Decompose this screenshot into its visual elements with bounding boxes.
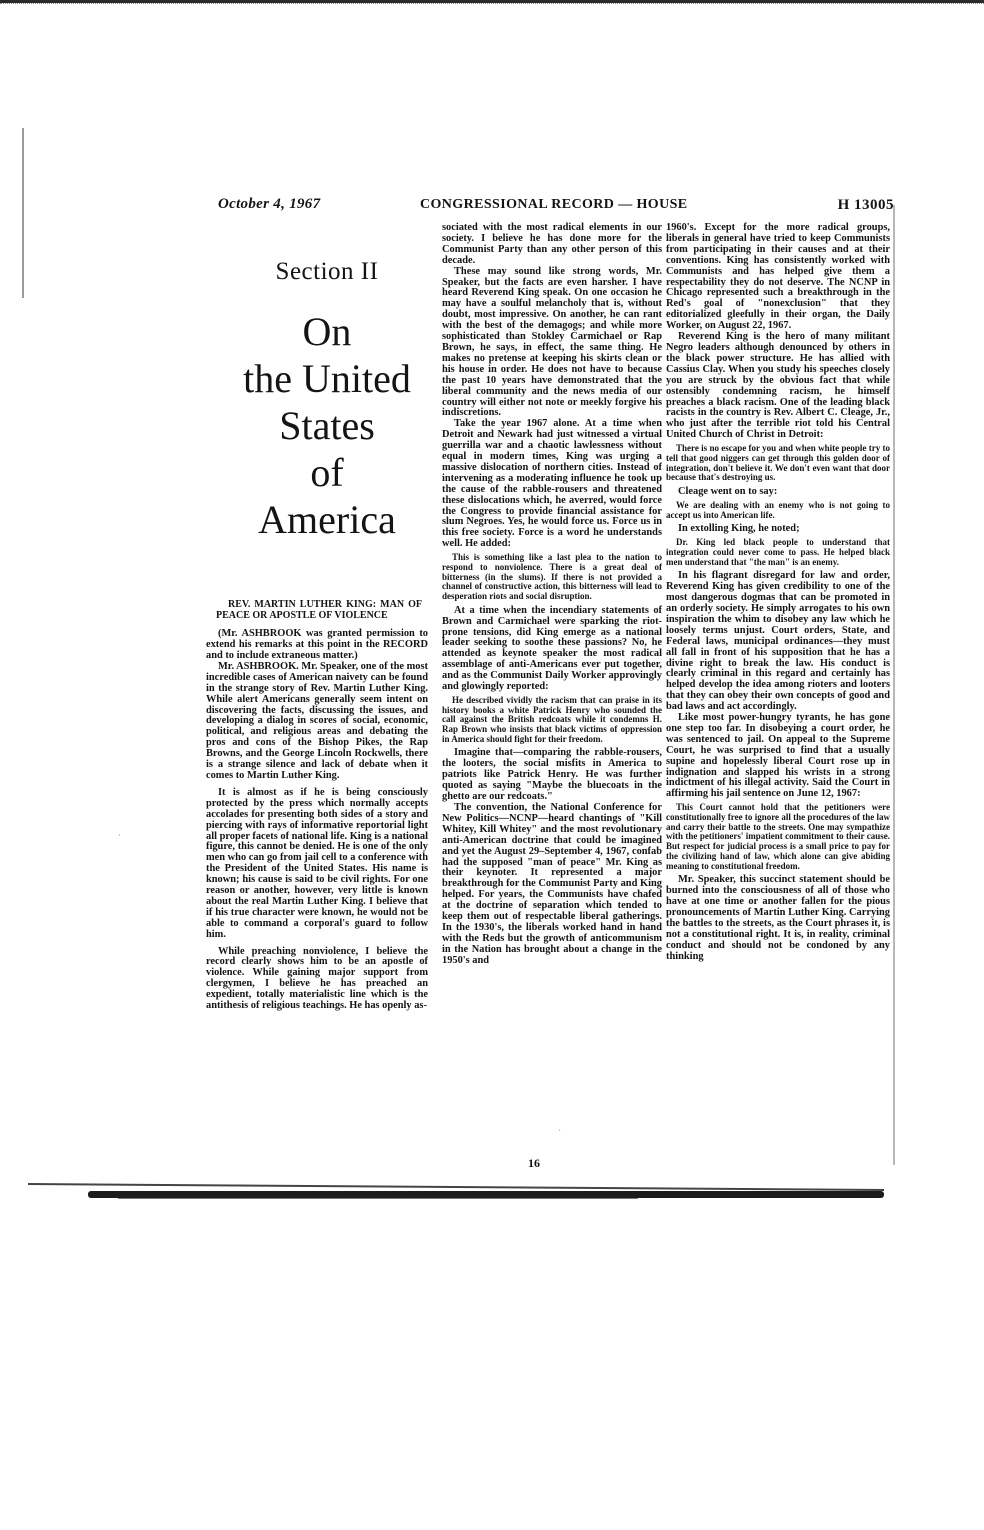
body-paragraph: In his flagrant disregard for law and order, Reverend King has given credibility to one of the most dangerous dogmas that can be promoted in an orderly society. He simply arrogates to his own inspiration the whim to disobey any law which he loosely terms unjust. Court orders, State, and Federal laws, municipal ordinances—they must all fall in front of his supposition that he has a divine right to break the law. His conduct is clearly criminal in this regard and certainly has helped develop the idea among rioters and looters that they can obey their own concepts of good and bad laws and act accordingly. bbox=[666, 570, 890, 713]
block-quote: This is something like a last plea to the nation to respond to nonviolence. There is a great deal of bitterness (in the slums). If there is not provided a channel of constructive action, this bitterness will lead to desperation riots and social disruption. bbox=[442, 552, 662, 601]
block-quote: There is no escape for you and when white people try to tell that good niggers can get through this golden door of integration, don't believe it. We don't even want that door because that's destroying us. bbox=[666, 443, 890, 483]
body-paragraph: The convention, the National Conference for New Politics—NCNP—heard chantings of "Kill Whitey, Kill Whitey" and the most revolutionary anti-American doctrine that could be imagined and yet the August 29–September 4, 1967, confab had the supposed "man of peace" Mr. King as their keynoter. It represented a major breakthrough for the Communist Party and King helped. For years, the Communists have chafed at the doctrine of separation which tended to keep them out of respectable liberal gatherings. In the 1930's, the liberals worked hand in hand with the Reds but the growth of anticommunism in the Nation has brought about a change in the 1950's and bbox=[442, 802, 662, 966]
block-quote: This Court cannot hold that the petitioners were constitutionally free to ignore all the procedures of the law and carry their battle to the streets. One may sympathize with the petitioners' impatient commitment to their cause. But respect for judicial process is a small price to pay for the civilizing hand of law, which alone can give abiding meaning to constitutional freedom. bbox=[666, 802, 890, 871]
section-title-line: States bbox=[279, 403, 375, 448]
section-title bbox=[212, 308, 442, 543]
body-paragraph: Imagine that—comparing the rabble-rousers, the looters, the social misfits in America to patriots like Patrick Henry. He was further quoted as saying "Maybe the bluecoats in the ghetto are our redcoats." bbox=[442, 747, 662, 803]
body-paragraph: While preaching nonviolence, I believe the record clearly shows him to be an apostle of violence. While gaining major support from clergymen, I believe he has preached an expedient, totally materialistic line which is the antithesis of religious teachings. He has openly as- bbox=[206, 945, 428, 1012]
section-title-line: America bbox=[258, 497, 396, 542]
scan-speck: ˋ bbox=[558, 1128, 561, 1138]
header-publication: CONGRESSIONAL RECORD — HOUSE bbox=[420, 197, 688, 212]
body-paragraph: Reverend King is the hero of many militant Negro leaders although denounced by others in the black power structure. He has allied with Cassius Clay. When you study his speeches closely you are struck by the obvious fact that while ostensibly condemning racism, he himself preaches a black racism. One of the leading black racists in the country is Rev. Albert C. Cleage, Jr., who just after the terrible riot told his Central United Church of Christ in Detroit: bbox=[666, 331, 890, 441]
section-label: Section II bbox=[275, 258, 379, 285]
page-header bbox=[218, 196, 898, 218]
body-paragraph: In extolling King, he noted; bbox=[678, 523, 800, 535]
section-title-line: of bbox=[310, 450, 344, 495]
header-page-code: H 13005 bbox=[837, 197, 894, 213]
body-paragraph: sociated with the most radical elements in our society. I believe he has done more for the Communist Party than any other person of this decade. bbox=[442, 222, 662, 266]
page-left-edge bbox=[22, 128, 24, 298]
body-paragraph: These may sound like strong words, Mr. Speaker, but the facts are even harsher. I have heard Reverend King speak. On one occasion he may have a soulful melancholy that is, without doubt, most impressive. On another, he can rant with the best of the demagogs; and while more sophisticated than Stokley Carmichael or Rap Brown, he says, in effect, the same thing. He makes no pretense at keeping his skirts clean or his house in order. He does not have to because the past 10 years have demonstrated that the liberal community and the news media of our country will either not note or meekly forgive his indiscretions. bbox=[442, 265, 662, 419]
block-quote: We are dealing with an enemy who is not going to accept us into American life. bbox=[666, 499, 890, 520]
section-title-line: the United bbox=[243, 356, 411, 401]
header-date: October 4, 1967 bbox=[218, 196, 321, 212]
body-paragraph: Mr. ASHBROOK. Mr. Speaker, one of the most incredible cases of American naivety can be found in the strange story of Rev. Martin Luther King. While alert Americans generally seem intent on discovering the facts, discussing the issues, and developing a dialog in scores of social, economic, political, and religious areas and debating the pros and cons of the Bishop Pikes, the Rap Browns, and the George Lincoln Rockwells, there is a strange silence and lack of debate when it comes to Martin Luther King. bbox=[206, 660, 428, 781]
section-title-line: On bbox=[302, 309, 352, 354]
text-column-1 bbox=[206, 600, 428, 1012]
page-number: 16 bbox=[528, 1156, 540, 1170]
text-column-2 bbox=[442, 223, 662, 967]
body-paragraph: At a time when the incendiary statements of Brown and Carmichael were sparking the riot-prone tensions, did King emerge as a national leader seeking to soothe these passions? No, he attended as keynote speaker the most radical assemblage of anti-Americans ever put together, and as the Communist Daily Worker approvingly and glowingly reported: bbox=[442, 604, 662, 693]
scan-border-dots bbox=[0, 3, 984, 5]
body-paragraph: Mr. Speaker, this succinct statement should be burned into the consciousness of all of those who have at one time or another fallen for the pious pronouncements of Martin Luther King. Carrying the battles to the streets, as the Court phrases it, is not a constitutional right. It is, in reality, criminal conduct and should not be condoned by any thinking bbox=[666, 874, 890, 962]
body-paragraph: Take the year 1967 alone. At a time when Detroit and Newark had just witnessed a virtual guerrilla war and a chaotic lawlessness without equal in modern times, King was urging a massive dislocation of northern cities. Instead of intervening as a moderating influence he took up the cause of the rabble-rousers and threatened these dislocations which, he averred, would force the Congress to provide financial assistance for slum Negroes. Yes, he would force us. Force us in this free society. Force is a word he understands well. He added: bbox=[442, 418, 662, 550]
page-right-edge bbox=[893, 205, 895, 1165]
scan-speck: · bbox=[118, 830, 121, 840]
block-quote: Dr. King led black people to understand that integration could never come to pass. He helped black men understand that "the man" is an enemy. bbox=[666, 537, 890, 567]
block-quote: He described vividly the racism that can praise in its history books a white Patrick Henry who sounded the call against the British redcoats while it condemns H. Rap Brown who insists that black victims of oppression in America should fight for their freedom. bbox=[442, 694, 662, 744]
article-intro: (Mr. ASHBROOK was granted permission to extend his remarks at this point in the RECORD and to include extraneous matter.) bbox=[206, 628, 428, 661]
body-paragraph: Cleage went on to say: bbox=[678, 485, 778, 497]
body-paragraph: It is almost as if he is being consciously protected by the press which normally accepts accolades for presenting both sides of a story and piercing with rays of informative reportorial light all proper facets of national life. King is a national figure, this cannot be denied. He is one of the only men who can go from jail cell to a conference with the President of the United States. His name is known; his cause is said to be civil rights. For one reason or another, however, very little is known about the real Martin Luther King. I believe that if his true character were known, he would not be able to command a corporal's guard to follow him. bbox=[206, 786, 428, 940]
text-column-3 bbox=[666, 223, 890, 962]
body-paragraph: 1960's. Except for the more radical groups, liberals in general have tried to keep Communists from participating in their causes and at their conventions. King has consistently worked with Communists and has helped give them a respectability they do not deserve. The NCNP in Chicago represented such a breakthrough in the Red's goal of "nonexclusion" that they editorialized gleefully in their organ, the Daily Worker, on August 22, 1967. bbox=[666, 222, 890, 332]
body-paragraph: Like most power-hungry tyrants, he has gone one step too far. In disobeying a court order, he was sentenced to jail. On appeal to the Supreme Court, he was surprised to find that a usually supine and hopelessly liberal Court rose up in indignation and slapped his wrists in a strong indictment of his illegal activity. Said the Court in affirming his jail sentence on June 12, 1967: bbox=[666, 712, 890, 800]
article-headline: REV. MARTIN LUTHER KING: MAN OF PEACE OR APOSTLE OF VIOLENCE bbox=[216, 599, 422, 621]
sheet-bottom-edge bbox=[28, 1186, 884, 1200]
